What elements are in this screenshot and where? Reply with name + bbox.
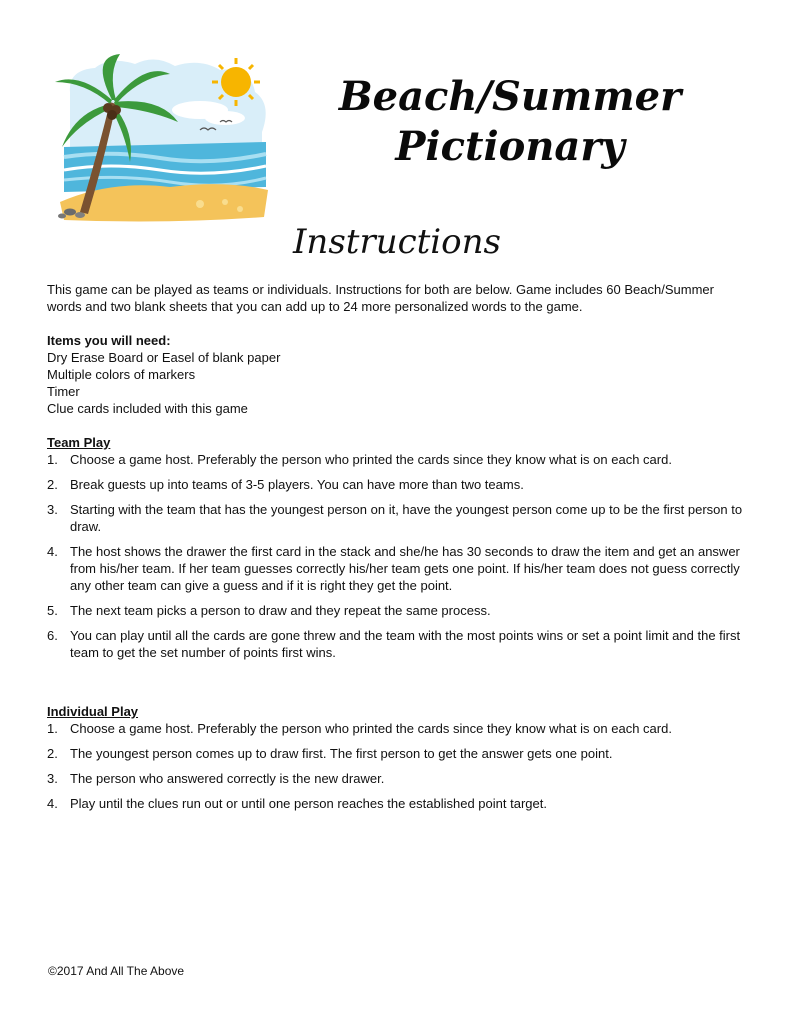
items-list-item: Timer <box>47 384 80 399</box>
items-list-item: Multiple colors of markers <box>47 367 196 382</box>
team-play-heading: Team Play <box>47 435 111 450</box>
title-line-2: Pictionary <box>395 123 625 170</box>
list-item: 1. Choose a game host. Preferably the person who printed the cards since they know what is on each card. <box>47 452 672 467</box>
list-item: 2. The youngest person comes up to draw first. The first person to get the answer gets one point. <box>47 746 613 761</box>
items-list-item: Clue cards included with this game <box>47 401 248 416</box>
intro-paragraph: This game can be played as teams or individuals. Instructions for both are below. Game includes 60 Beach/Summer words and two blank sheets that you can add up to 24 more personalized words to the game. <box>47 282 714 314</box>
list-item: 4. The host shows the drawer the first card in the stack and she/he has 30 seconds to draw the item and get an answer from his/her team. If her team guesses correctly his/her team gets one point. If his/her team does not guess correctly any other team can give a guess and if it is right they get the point. <box>47 544 740 593</box>
list-item: 1. Choose a game host. Preferably the person who printed the cards since they know what is on each card. <box>47 721 672 736</box>
team-play-steps <box>47 451 747 661</box>
items-list-item: Dry Erase Board or Easel of blank paper <box>47 350 281 365</box>
individual-play-heading: Individual Play <box>47 704 139 719</box>
page-title <box>300 72 720 172</box>
individual-play-steps <box>47 720 747 812</box>
items-heading: Items you will need: <box>47 333 171 348</box>
list-item: 3. The person who answered correctly is the new drawer. <box>47 771 385 786</box>
copyright-footer: ©2017 And All The Above <box>48 964 185 978</box>
instructions-body <box>47 281 747 820</box>
title-line-1: Beach/Summer <box>338 73 682 120</box>
instructions-heading: Instructions <box>293 222 501 262</box>
list-item: 2. Break guests up into teams of 3-5 players. You can have more than two teams. <box>47 477 524 492</box>
list-item: 3. Starting with the team that has the youngest person on it, have the youngest person come up to be the first person to draw. <box>47 502 743 534</box>
list-item: 6. You can play until all the cards are gone threw and the team with the most points wins or set a point limit and the first team to get the set number of points first wins. <box>47 628 741 660</box>
list-item: 5. The next team picks a person to draw and they repeat the same process. <box>47 603 491 618</box>
list-item: 4. Play until the clues run out or until one person reaches the established point target. <box>47 796 547 811</box>
beach-palm-tree-icon <box>50 52 274 222</box>
